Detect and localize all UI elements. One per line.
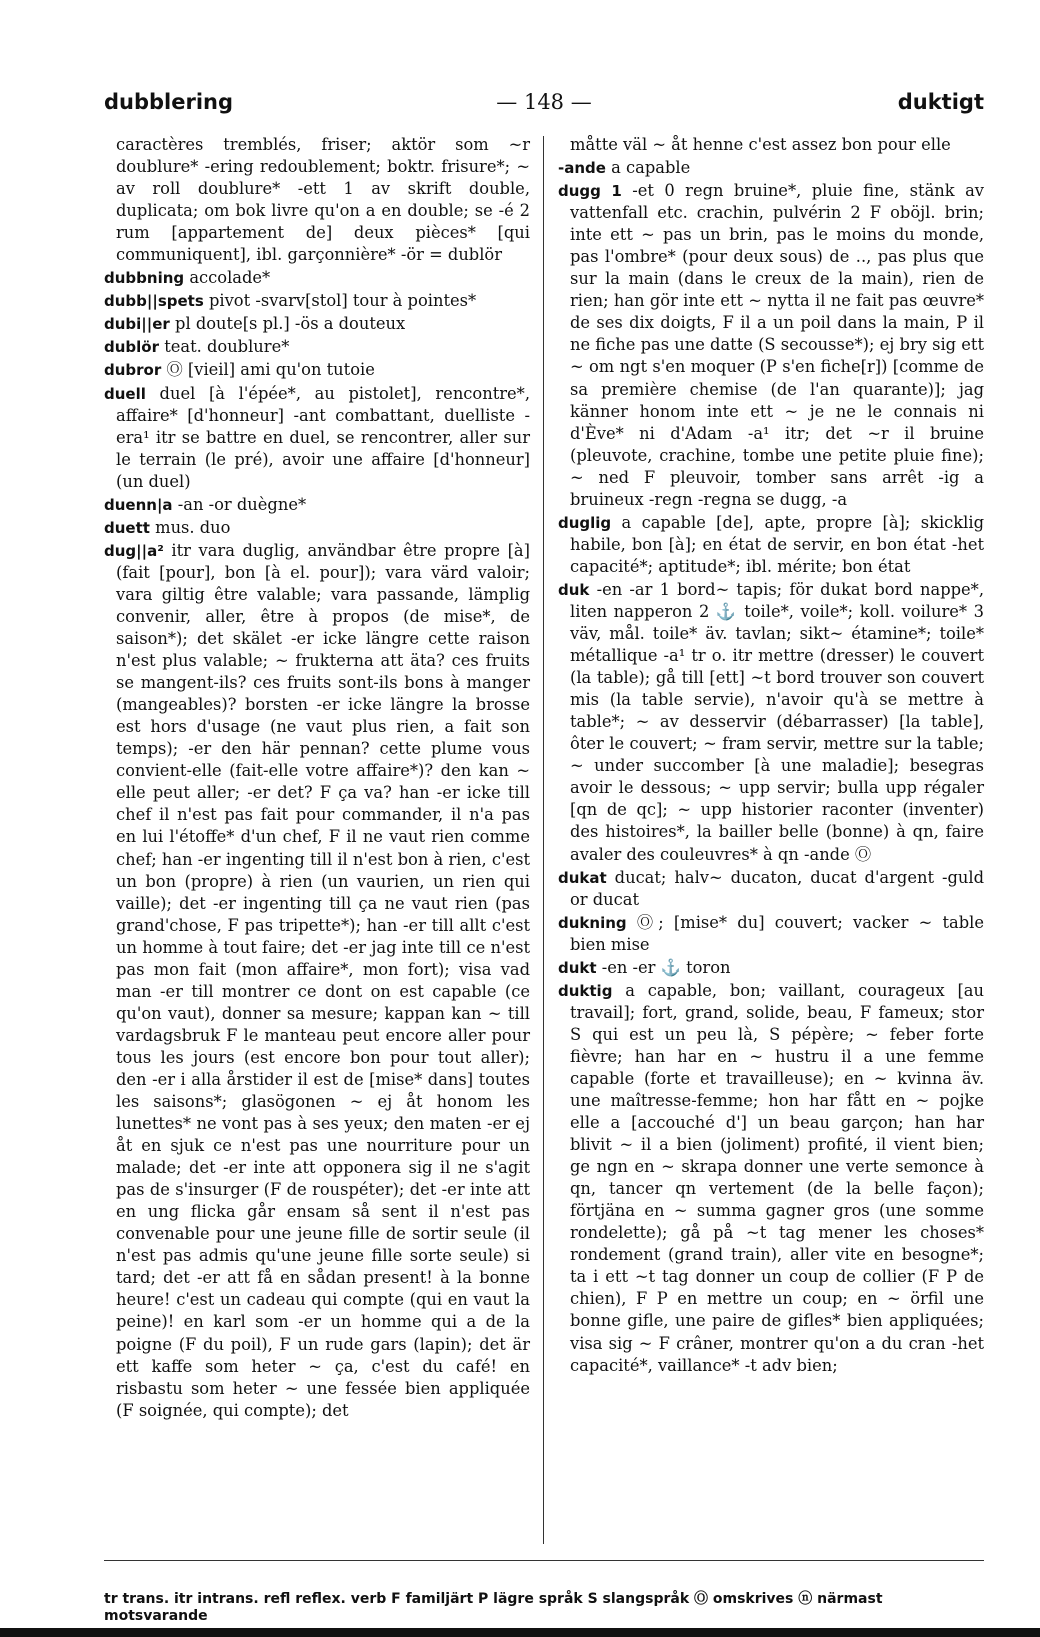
entry-definition: duel [à l'épée*, au pistolet], rencontre*, affaire* [d'honneur] -ant combattant, duelliste -era¹ itr se battre en duel, se rencontrer, aller sur le terrain (le pré), avoir une affaire [d'honneur] (un duel) bbox=[116, 383, 530, 491]
entry-definition: måtte väl ~ åt henne c'est assez bon pour elle bbox=[570, 135, 951, 154]
entry-definition: pl doute[s pl.] -ös a douteux bbox=[175, 314, 406, 334]
entry-headword: dubi||er bbox=[104, 315, 170, 334]
entry-headword: dukt bbox=[558, 958, 597, 977]
dictionary-entry bbox=[558, 957, 984, 979]
dictionary-entry bbox=[558, 512, 984, 578]
entry-headword: dubror bbox=[104, 361, 162, 380]
dictionary-entry bbox=[558, 867, 984, 911]
page-header bbox=[104, 86, 984, 126]
right-column bbox=[558, 134, 984, 1378]
dictionary-entry bbox=[104, 494, 530, 516]
entry-definition: a capable [de], apte, propre [à]; skicklig habile, bon [à]; en état de servir, en bon état -het capacité*; aptitude*; ibl. mérite; bon état bbox=[570, 512, 984, 576]
entry-headword: dubb||spets bbox=[104, 292, 204, 311]
dictionary-entry bbox=[104, 336, 530, 358]
footer-rule bbox=[104, 1560, 984, 1561]
column-divider bbox=[543, 136, 544, 1544]
entry-headword: duenn|a bbox=[104, 495, 173, 514]
entry-definition: a capable, bon; vaillant, courageux [au travail]; fort, grand, solide, beau, F fameux; stor S qui est un peu là, S pépère; ~ feber forte fièvre; han har en ~ hustru il a une femme capable (forte et travailleuse); en ~ kvinna äv. une maîtresse-femme; hon har fått en ~ pojke elle a [accouché d'] un beau garçon; han har blivit ~ il a bien (joliment) profité, il vient bien; ge ngn en ~ skrapa donner une verte semonce à qn, tancer qn vertement (de la belle façon); förtjäna en ~ summa gagner gros (une somme rondelette); gå på ~t tag mener les choses* rondement (grand train), aller vite en besogne*; ta i ett ~t tag donner un coup de collier (F P de chien), F P en mettre un coup; en ~ örfil une bonne gifle, une paire de gifles* bien appliquées; visa sig ~ F crâner, montrer qu'on a du cran -het capacité*, vaillance* -t adv bien; bbox=[570, 980, 984, 1375]
abbreviation-legend: tr trans. itr intrans. refl reflex. verb F familjärt P lägre språk S slangspråk Ⓞ omskrives ⓝ närmast motsvarande bbox=[104, 1591, 883, 1624]
entry-definition: teat. doublure* bbox=[164, 337, 290, 357]
entry-definition: accolade* bbox=[189, 268, 271, 288]
entry-headword: dukat bbox=[558, 868, 607, 887]
entry-headword: dugg 1 bbox=[558, 182, 622, 201]
dictionary-entry bbox=[558, 980, 984, 1377]
entry-definition: pivot -svarv[stol] tour à pointes* bbox=[208, 291, 477, 311]
entry-definition: caractères tremblés, friser; aktör som ~r doublure* -ering redoublement; boktr. frisure*; ~ av roll doublure* -ett 1 av skrift double, duplicata; om bok livre qu'on a en double; se -é 2 rum [appartement de] deux pièces* [qui communiquent], ibl. garçonnière* -ör = dublör bbox=[116, 135, 530, 265]
dictionary-entry bbox=[104, 290, 530, 312]
header-left-guideword: dubblering bbox=[104, 90, 234, 114]
header-right-guideword: duktigt bbox=[897, 90, 984, 114]
dictionary-entry bbox=[104, 383, 530, 493]
entry-definition: -et 0 regn bruine*, pluie fine, stänk av vattenfall etc. crachin, pulvérin 2 F oböjl. brin; inte ett ~ pas un brin, pas le moins du monde, pas l'ombre* (pour deux sous) de .., pas plus que sur la main (dans le creux de la main), rien de rien; han gör inte ett ~ nytta il ne fait pas œuvre* de ses dix doigts, F il a un poil dans la main, P il ne fiche pas une datte (S secousse*); ej bry sig ett ~ om ngt s'en moquer (P s'en fiche[r]) [comme de sa première chemise (de l'an quarante)]; jag känner honom inte ett ~ je ne le connais ni d'Ève* ni d'Adam -a¹ itr; det ~r il bruine (pleuvote, crachine, tombe une petite pluie fine); ~ ned F pleuvoir, tomber sans arrêt -ig a bruineux -regn -regna se dugg, -a bbox=[570, 181, 984, 509]
page-number: — 148 — bbox=[496, 90, 592, 114]
dictionary-entry bbox=[104, 267, 530, 289]
dictionary-entry bbox=[104, 134, 530, 266]
entry-headword: duell bbox=[104, 384, 146, 403]
dictionary-entry bbox=[558, 912, 984, 956]
entry-headword: duk bbox=[558, 580, 590, 599]
dictionary-entry bbox=[104, 313, 530, 335]
entry-definition: a capable bbox=[611, 158, 691, 178]
entry-headword: dukning bbox=[558, 913, 627, 932]
dictionary-entry bbox=[104, 517, 530, 539]
left-column bbox=[104, 134, 530, 1423]
entry-definition: -en -ar 1 bord~ tapis; för dukat bord nappe*, liten napperon 2 ⚓ toile*, voile*; koll. voilure* 3 väv, mål. toile* äv. tavlan; sikt~ étamine*; toile* métallique -a¹ tr o. itr mettre (dresser) le couvert (la table); gå till [ett] ~t bord trouver son couvert mis (la table servie), n'avoir qu'à se mettre à table*; ~ av desservir (débarrasser) [la table], ôter le couvert; ~ fram servir, mettre sur la table; ~ under succomber [à une maladie]; besegras avoir le dessous; ~ upp servir; bulla upp régaler [qn de qc]; ~ upp historier raconter (inventer) des histoires*, la bailler belle (bonne) à qn, faire avaler des couleuvres* à qn -ande Ⓞ bbox=[570, 579, 984, 864]
dictionary-entry bbox=[558, 157, 984, 179]
dictionary-entry bbox=[104, 359, 530, 381]
scan-bottom-edge bbox=[0, 1628, 1040, 1637]
dictionary-entry bbox=[104, 540, 530, 1422]
entry-headword: duett bbox=[104, 518, 150, 537]
entry-definition: ducat; halv~ ducaton, ducat d'argent -guld or ducat bbox=[570, 867, 984, 909]
entry-headword: dug||a² bbox=[104, 541, 164, 560]
entry-definition: itr vara duglig, användbar être propre [à] (fait [pour], bon [à el. pour]); vara värd valoir; vara giltig être valable; vara passande, lämplig convenir, aller, être à propos (de mise*, de saison*); det skälet -er icke längre cette raison n'est plus valable; ~ frukterna att äta? ces fruits se mangent-ils? ces fruits sont-ils bons à manger (mangeables)? borsten -er icke längre la brosse est hors d'usage (ne vaut plus rien, a fait son temps); -er den här pennan? cette plume vous convient-elle (fait-elle votre affaire*)? den kan ~ elle peut aller; -er det? F ça va? han -er icke till chef il n'est pas fait pour commander, il n'a pas en lui l'étoffe* d'un chef, F il ne vaut rien comme chef; han -er ingenting till il n'est bon à rien, c'est un bon (propre) à rien (un vaurien, un rien qui vaille); det -er ingenting till ça ne vaut rien (pas grand'chose, F pas tripette*); han -er till allt c'est un homme à tout faire; det -er jag inte till ce n'est pas mon fait (mon affaire*, mon fort); visa vad man -er till montrer ce dont on est capable (ce qu'on vaut), donner sa mesure; kappan kan ~ till vardagsbruk F le manteau peut encore aller pour tous les jours (est encore bon pour tout aller); den -er i alla årstider il est de [mise* dans] toutes les saisons*; glasögonen ~ ej åt honom les lunettes* ne vont pas à ses yeux; den maten -er ej åt en sjuk ce n'est pas une nourriture pour un malade; det -er inte att opponera sig il ne s'agit pas de s'insurger (F de rouspéter); det -er inte att en ung flicka går ensam så sent il n'est pas convenable pour une jeune fille de sortir seule (il n'est pas admis qu'une jeune fille sorte seule) si tard; det -er att få en sådan present! à la bonne heure! c'est un cadeau qui compte (qui en vaut la peine)! en karl som -er un homme qui a de la poigne (F du poil), F un rude gars (lapin); det är ett kaffe som heter ~ ça, c'est du café! en risbastu som heter ~ une fessée bien appliquée (F soignée, qui compte); det bbox=[116, 540, 530, 1420]
entry-definition: -en -er ⚓ toron bbox=[601, 957, 731, 977]
entry-headword: dublör bbox=[104, 338, 159, 357]
entry-definition: mus. duo bbox=[155, 517, 231, 537]
entry-headword: -ande bbox=[558, 159, 606, 178]
entry-headword: dubbning bbox=[104, 269, 185, 288]
dictionary-entry bbox=[558, 579, 984, 866]
entry-headword: duktig bbox=[558, 981, 613, 1000]
dictionary-entry bbox=[558, 134, 984, 156]
entry-definition: Ⓞ; [mise* du] couvert; vacker ~ table bien mise bbox=[570, 912, 984, 954]
entry-definition: Ⓞ [vieil] ami qu'on tutoie bbox=[166, 360, 375, 380]
dictionary-entry bbox=[558, 180, 984, 511]
entry-headword: duglig bbox=[558, 513, 612, 532]
entry-definition: -an -or duègne* bbox=[177, 494, 307, 514]
